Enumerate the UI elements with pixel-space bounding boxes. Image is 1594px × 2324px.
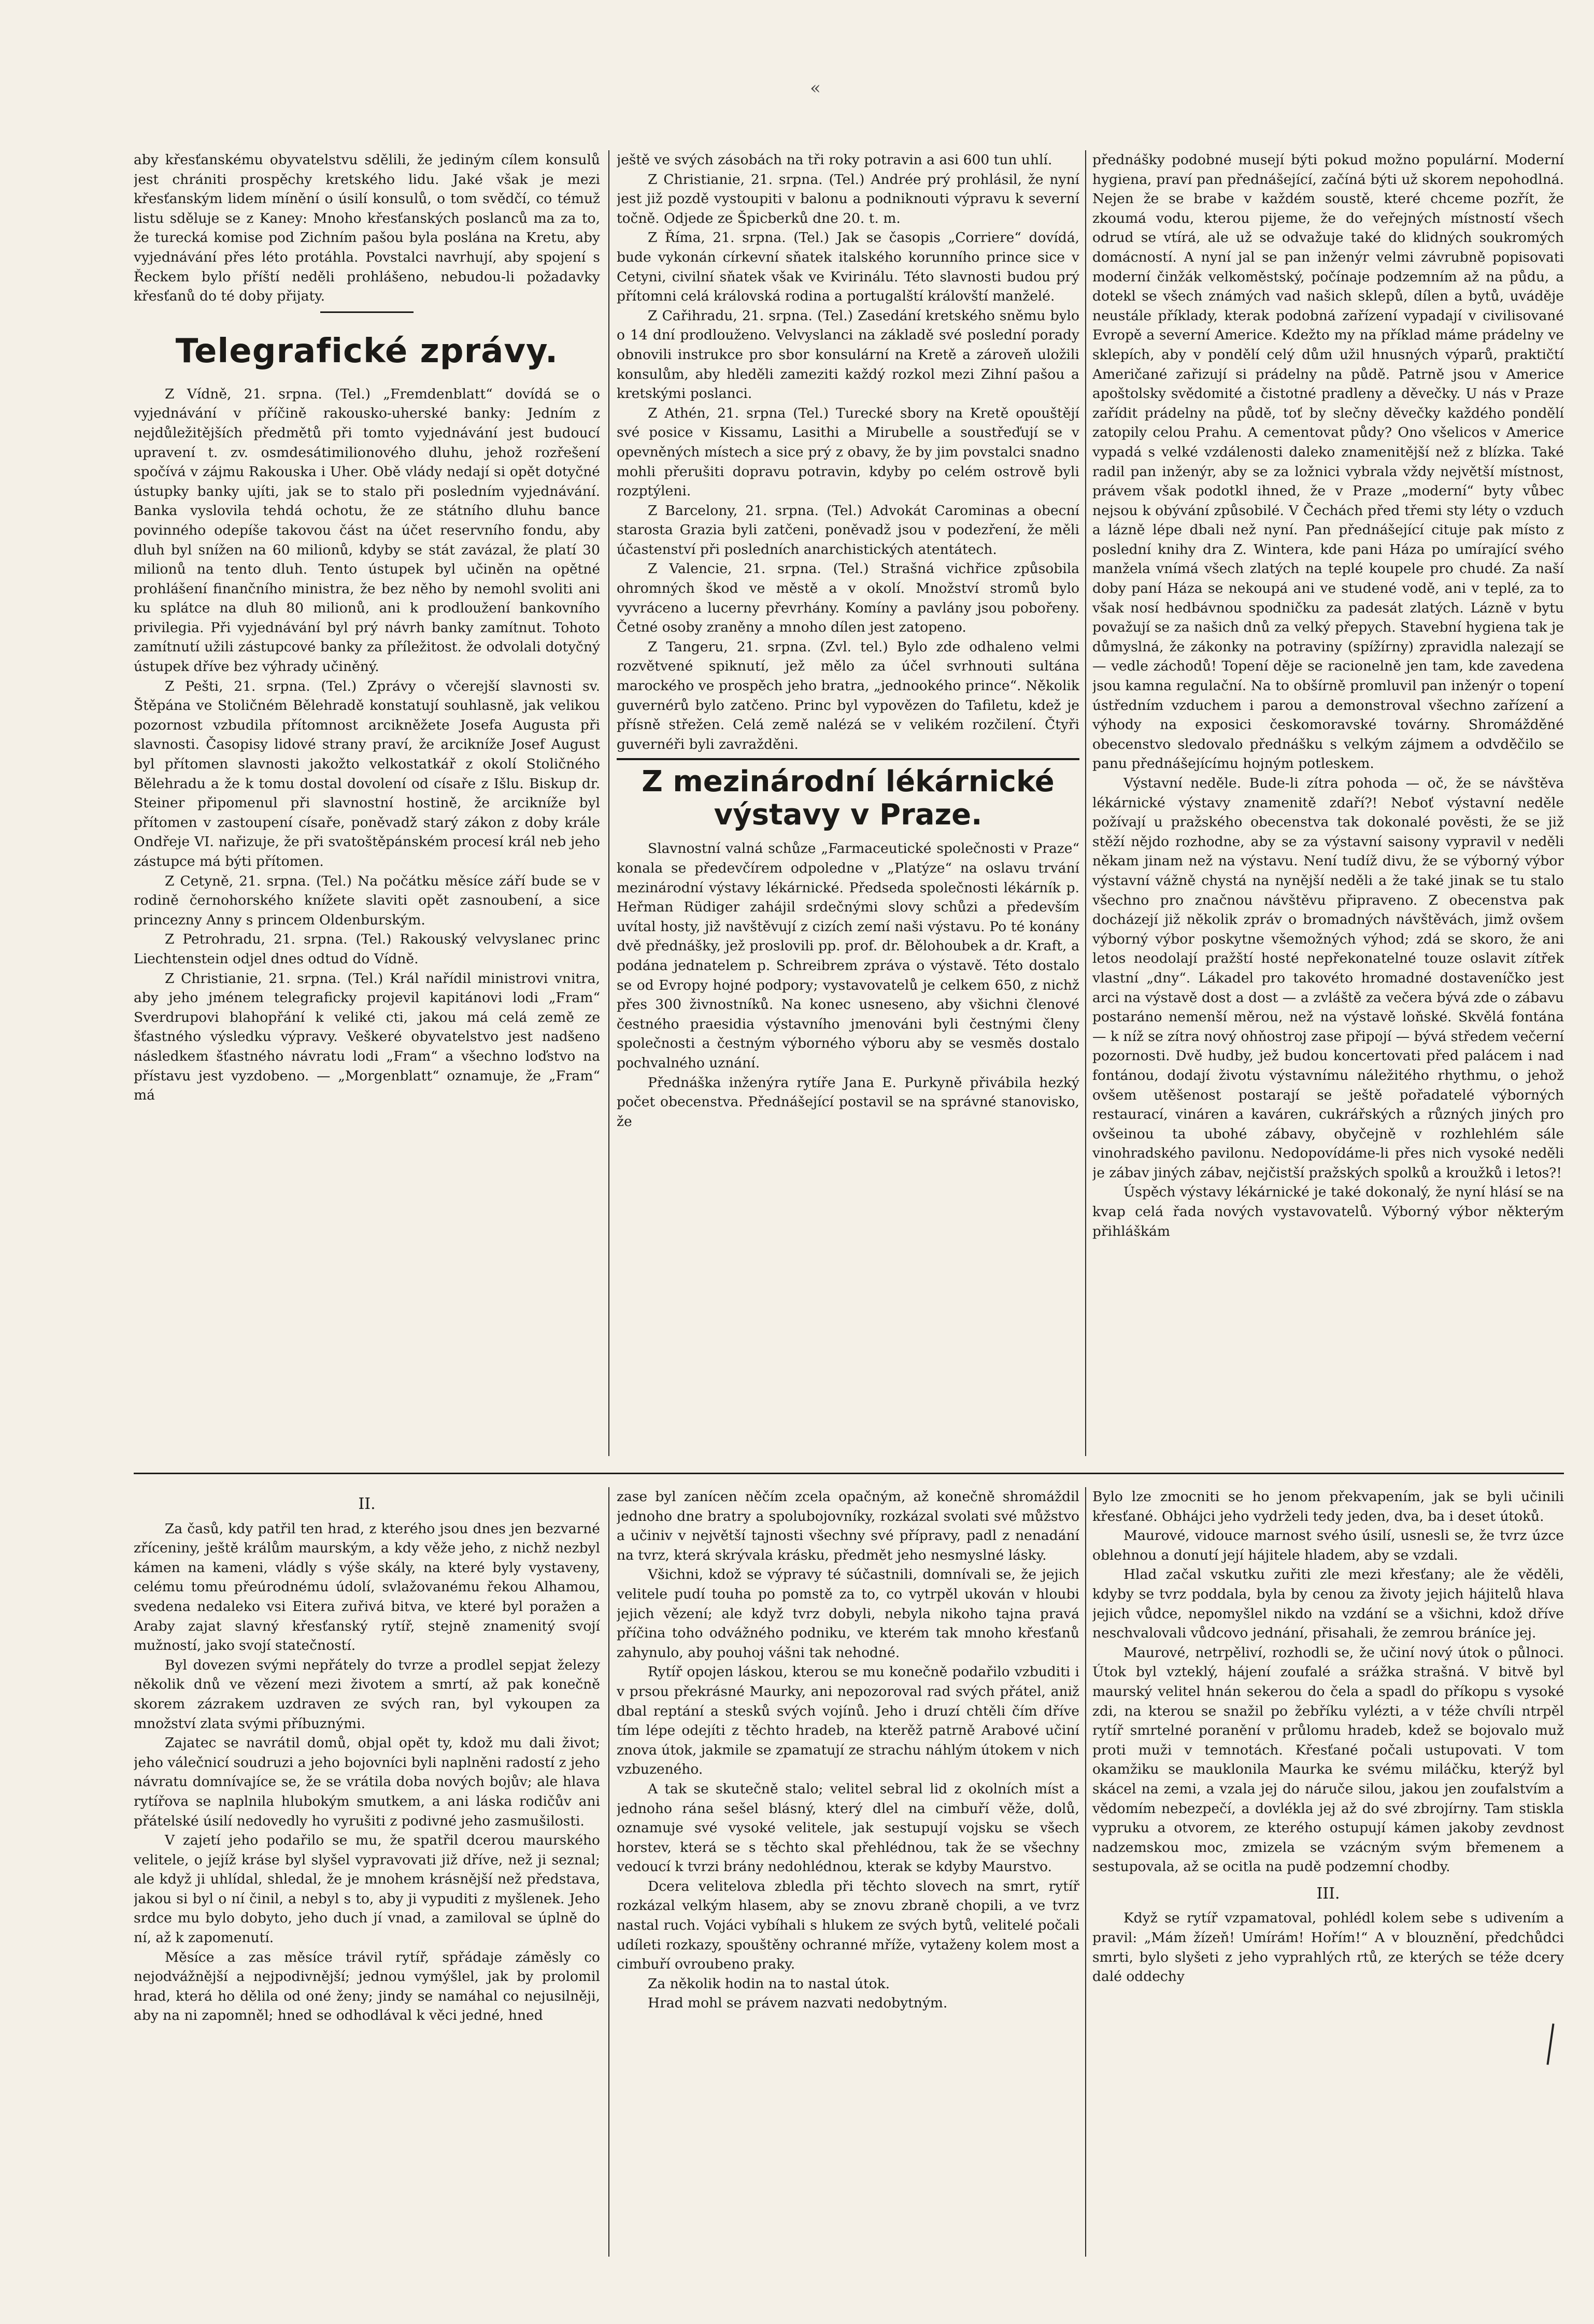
- divider: [617, 758, 1079, 760]
- story-paragraph: Maurové, vidouce marnost svého úsilí, usnesli se, že tvrz úzce oblehnou a donutí její hájitele hladem, aby se vzdali.: [1092, 1528, 1564, 1563]
- telegram-christiania: Z Christianie, 21. srpna. (Tel.) Král nařídil ministrovi vnitra, aby jeho jménem telegraficky projevil kapitánovi lodi „Fram“ Sverdrupovi blahopřání k veliké cti, jakou má celá země ze šťastného výsledku výpravy. Veškeré obyvatelstvo jest nadšeno následkem šťastného návratu lodi „Fram“ a všechno loďstvo na přístavu jest vyzdobeno. — „Morgenblatt“ oznamuje, že „Fram“ má: [134, 970, 600, 1104]
- story-paragraph: Když se rytíř vzpamatoval, pohlédl kolem sebe s udivením a pravil: „Mám žízeň! Umírám! Hořím!“ A v blouznění, předchůdci smrti, bylo slyšeti z jeho vyprahlých rtů, ze kterých se téže dcery dalé oddechy: [1092, 1910, 1564, 1985]
- column-rule: [1085, 150, 1086, 1456]
- exhibition-meeting: Slavnostní valná schůze „Farmaceutické společnosti v Praze“ konala se předevčírem odpoledne v „Platýze“ na oslavu trvání mezinárodní výstavy lékárnické. Předseda společnosti lékárník p. Heřman Rüdiger zahájil srdečnými slovy schůzi a především uvítal hosty, již navštěvují z cizích zemí naši výstavu. Po té konány dvě přednášky, jež proslovili pp. prof. dr. Bělohoubek a dr. Kraft, a podána jednatelem p. Schreibrem zpráva o výstavě. Této dostalo se od Evropy hojné podpory; vystavovatelů je celkem 650, z nichž přes 300 živnostníků. Na konec usneseno, aby všichni členové čestného praesidia výstavního jmenováni byli čestnými členy společnosti a čestným výborného výboru aby se vesměs dostalo pochvalného uznání.: [617, 840, 1079, 1071]
- exhibition-sunday: Výstavní neděle. Bude-li zítra pohoda — oč, že se návštěva lékárnické výstavy znamenitě zdaří?! Neboť výstavní neděle požívají u pražského obecenstva tak dokonalé pověsti, že se již stěží nějdo rozhodne, aby se za výstavní saisony vypravil v neděli někam jinam než na výstavu. Není tudíž divu, že se výborný výbor výstavní vážně chystá na nynější neděli a že také jinak se tu stalo všechno pro značnou návštěvu připraveno. Z obecenstva pak docházejí již několik zpráv o bromadných návštěvách, jimž ovšem výborný výbor poskytne všemožných výhod; zdá se skoro, že ani letos neodolají pražští hosté nepřekonatelné touze oslavit zítřek vlastní „dny“. Lákadel pro takovéto hromadné dostaveníčko jest arci na výstavě dost a dost — a zvláště za večera bývá zde o zábavu postaráno nemenší měrou, než na výstavě loňské. Skvělá fontána — k níž se zítra nový ohňostroj zase připojí — bývá středem večerní pozornosti. Dvě hudby, jež budou koncertovati před palácem i nad fontánou, dodají životu výstavnímu náležitého rhythmu, o jehož ovšem utěšenost postarají se ještě pořadatelé výborných restaurací, vináren a kaváren, cukrářských a různých jiných pro ovšeinou ta ubohé zábavy, obyčejně v rozhlehlém sále vinohradského pavilonu. Nedopovídáme-li přes nich vysoké neděli je zábav jiných zábav, nejčistší pražských spolků a kroužků i letos?!: [1092, 775, 1564, 1181]
- exhibition-lecture: Přednáška inženýra rytíře Jana E. Purkyně přivábila hezký počet obecenstva. Přednášející postavil se na správné stanovisko, že: [617, 1074, 1079, 1130]
- story-paragraph: Maurové, netrpěliví, rozhodli se, že učiní nový útok o půlnoci. Útok byl vzteklý, hájení zoufalé a srážka strašná. V bitvě byl maurský velitel hnán sekerou do čela a spadl do příkopu s vysoké zdi, na kterou se snažil po žebříku vylézti, a v téže chvíli ntrpěl rytíř smrtelné poranění v průlomu hradeb, kdež se bojovalo muž proti muži v temnotách. Křesťané počali ustupovati. V tom okamžiku se mauklonila Maurka ke svému miláčku, kterýž byl skácel na zemi, a vzala jej do náruče silou, jakou jen zoufalstvím a vědomím nebezpečí, a dovlékla jej až do své zbrojírny. Tam stiskla vypruku a otvorem, ze kterého ostupují kámen jakoby zevdnost nadzemskou moc, zmizela se vzácným svým břemenem a sestupovala, až se ocitla na pudě podzemní chodby.: [1092, 1644, 1564, 1875]
- column-5: [617, 1487, 1079, 2257]
- story-paragraph: Měsíce a zas měsíce trávil rytíř, spřádaje záměsly co nejodvážnější a nejpodivnější; jednou vymýšlel, jak by prolomil hrad, která ho dělila od oné ženy; jindy se namáhal co nejusilněji, aby na ni zapomněl; hned se odhodlával k věci jedné, hned: [134, 1949, 600, 2024]
- story-paragraph: A tak se skutečně stalo; velitel sebral lid z okolních míst a jednoho rána sešel blásný, který dlel na cimbuří věže, dolů, oznamuje své vysoké velitele, jak sestupují vojsku se všech horstev, která se s těchto skal přehlédnou, tak že se všechny vedoucí k tvrzi brány nedohlédnou, kterak se kdyby Maurstvo.: [617, 1780, 1079, 1875]
- story-paragraph: V zajetí jeho podařilo se mu, že spatřil dcerou maurského velitele, o jejíž kráse byl slyšel vypravovati již dříve, než ji seznal; ale když ji uhlídal, shledal, že je mnohem krásnější než představa, jakou si byl o ní činil, a nebyl s to, aby ji vypuditi z myšlenek. Jeho srdce mu bylo dobyto, jeho duch jí vnad, a zamiloval se úplně do ní, až k zapomenutí.: [134, 1832, 600, 1946]
- section-heading-telegrams: Telegrafické zprávy.: [175, 332, 559, 370]
- column-2: [617, 150, 1079, 1456]
- telegram-rome: Z Říma, 21. srpna. (Tel.) Jak se časopis „Corriere“ dovídá, bude vykonán církevní sňatek italského korunního prince sice v Cetyni, civilní sňatek však ve Kvirinálu. Této slavnosti budou prý přítomni celá královská rodina a portugalští královští manželé.: [617, 230, 1079, 305]
- story-paragraph: Všichni, kdož se výpravy té súčastnili, domnívali se, že jejich velitele pudí touha po pomstě za to, co vytrpěl ukován v hloubi jejich vězení; ale když tvrz dobyli, nebyla nikoho tajna pravá příčina toho odvážného podniku, ve kterém tak mnoho křesťanů zahynulo, aby pouhoj vášni tak nehodné.: [617, 1566, 1079, 1661]
- column-rule: [1085, 1487, 1086, 2257]
- feuilleton-rule: [134, 1473, 1564, 1474]
- story-paragraph: Zajatec se navrátil domů, objal opět ty, kdož mu dali život; jeho válečnicí soudruzi a jeho bojovníci byli naplněni radostí z jeho návratu domnívajíce se, že se vrátila doba nových bojův; ale hlava rytířova se naplnila hlubokým smutkem, a ani láska rodičův ani přátelské úsilí nedovedly ho vyrušiti z podivné jeho zasmušilosti.: [134, 1735, 600, 1829]
- story-paragraph: Bylo lze zmocniti se ho jenom překvapením, jak se byli učinili křesťané. Obhájci jeho vydrželi tedy jeden, dva, ba i deset útoků.: [1092, 1489, 1564, 1524]
- column-1: [134, 150, 600, 1460]
- story-paragraph: zase byl zanícen něčím zcela opačným, až konečně shromáždil jednoho dne bratry a spolubojovníky, rozkázal svolati své můžstvo a učiniv v největší tajnosti všechny své přípravy, padl z nenadání na tvrz, která skrývala krásku, předmět jeho nesmyslné lásky.: [617, 1489, 1079, 1563]
- telegram-barcelona: Z Barcelony, 21. srpna. (Tel.) Advokát Carominas a obecní starosta Grazia byli zatčeni, poněvadž jsou v podezření, že měli účastenství při posledních anarchistických atentátech.: [617, 502, 1079, 558]
- telegram-valencia: Z Valencie, 21. srpna. (Tel.) Strašná vichřice způsobila ohromných škod ve městě a v okolí. Množství stromů bylo vyvráceno a lucerny převrhány. Komíny a pavlány jsou pobořeny. Četné osoby zraněny a mnoho dílen jest zatopeno.: [617, 561, 1079, 636]
- column-4: [134, 1487, 600, 2257]
- exhibition-success: Úspěch výstavy lékárnické je také dokonalý, že nyní hlásí se na kvap celá řada nových vystavovatelů. Výborný výbor některým přihláškám: [1092, 1184, 1564, 1239]
- story-paragraph: Za několik hodin na to nastal útok.: [648, 1975, 890, 1992]
- story-paragraph: Hlad začal vskutku zuřiti zle mezi křesťany; ale že věděli, kdyby se tvrz poddala, byla by cenou za životy jejich hájitelů hlava jejich vůdce, nepomyšlel nikdo na vzdání se a všichni, kdož dříve neschvalovali vůdcovo jednání, přisahali, že zemrou bráníce jej.: [1092, 1566, 1564, 1642]
- telegram-tangier: Z Tangeru, 21. srpna. (Zvl. tel.) Bylo zde odhaleno velmi rozvětvené spiknutí, jež mělo za účel svrhnouti sultána marockého ve prospěch jeho bratra, „jednookého prince“. Několik guvernérů bylo zatčeno. Princ byl vypovězen do Tafiletu, kdež je přísně střežen. Celá země nalézá se v velikém rozčilení. Čtyři guvernéři byli zavražděni.: [617, 638, 1079, 752]
- telegram-vienna: Z Vídně, 21. srpna. (Tel.) „Fremdenblatt“ dovídá se o vyjednávání v příčině rakousko-uherské banky: Jedním z nejdůležitějších předmětů při tomto vyjednávání jest budoucí upravení t. zv. osmdesátimilionového dluhu, jehož rozřešení spočívá v zájmu Rakouska i Uher. Obě vlády nedají si opět dotyčné ústupky banky ujíti, jak se to stalo při posledním vyjednávání. Banka vyslovila tehdá ochotu, že ze státního dluhu bance povinného odepíše takovou část na účet reservního fondu, aby dluh byl snížen na 60 milionů, kdyby se stát zavázal, že platí 30 milionů na tento dluh. Tento ústupek byl učiněn na opětné prohlášení finančního ministra, že bez něho by nemohl svoliti ani ku splátce na dluh 80 milionů, ani k prodloužení bankovního privilegia. Při vyjednávání byl prý návrh banky zamítnut. Tohoto zamítnutí užili zástupcové banky za příležitost. že odvolali dotyčný ústupek dříve bez výhrady učiněný.: [134, 386, 600, 675]
- telegram-athens: Z Athén, 21. srpna (Tel.) Turecké sbory na Kretě opouštějí své posice v Kissamu, Lasithi a Mirubelle a soustřeďují se v opevněných místech a sice prý z obavy, že by jim povstalci snadno mohli přerušiti dopravu potravin, kdyby po celém ostrově byli rozptýleni.: [617, 405, 1079, 500]
- telegram-pest: Z Pešti, 21. srpna. (Tel.) Zprávy o včerejší slavnosti sv. Štěpána ve Stoličném Bělehradě konstatují souhlasně, jak velikou pozornost vzbudila přítomnost arcikněžete Josefa Augusta při slavnosti. Časopisy lidové strany praví, že arcikníže Josef August byl přítomen slavnosti jakožto velkostatkář z okolí Stoličného Bělehradu a že k tomu dostal dovolení od císaře z Išlu. Biskup dr. Steiner připomenul při slavnostní hostině, že arcikníže byl přítomen v zastoupení císaře, poněvadž starý zákon z doby krále Ondřeje VI. nařizuje, že při svatoštěpánském procesí král neb jeho zástupce má býti přítomen.: [134, 678, 600, 869]
- chapter-number: III.: [1316, 1884, 1340, 1903]
- column-3: [1092, 150, 1564, 1464]
- column-6: [1092, 1487, 1564, 2262]
- story-paragraph: Za časů, kdy patřil ten hrad, z kterého jsou dnes jen bezvarné zříceniny, ještě králům maurským, a kdy věže jeho, z nichž nezbyl kámen na kameni, vládly s výše skály, na které byly vystaveny, celému tomu přeúrodnému údolí, svlažovanému řekou Alhamou, svedena nedaleko vsi Eitera zuřivá bitva, ve které byl poražen a Araby zajat slavný křesťanský rytíř, stejně znamenitý svojí mužností, jako svojí statečností.: [134, 1520, 600, 1654]
- story-paragraph: Rytíř opojen láskou, kterou se mu konečně podařilo vzbuditi i v prsou překrásné Maurky, ani nepozoroval rad svých přátel, aniž dbal reptání a stesků svých vojínů. Jeho i druzí chtěli čím dříve tím lépe odejíti z těchto hradeb, na kterěž patrně Arabové učiní znova útok, jakmile se zpamatují ze strachu náhlým útokem v nich vzbuzeného.: [617, 1664, 1079, 1778]
- column-rule: [608, 150, 609, 1456]
- kreta-paragraph: aby křesťanskému obyvatelstvu sdělili, že jediným cílem konsulů jest chrániti prospěchy kretského lidu. Jaké však je mezi křesťanským lidem mínění o úsilí konsulů, o tom svědčí, co témuž listu sděluje se z Kaney: Mnoho křesťanských poslanců ma za to, že turecká komise pod Zichním pašou byla poslána na Kretu, aby vyjednávání přes léto protáhla. Povstalci navrhují, aby spojení s Řeckem bylo příští neděli prohlášeno, nebudou-li požadavky křesťanů do té doby přijaty.: [134, 152, 600, 305]
- story-paragraph: Dcera velitelova zbledla při těchto slovech na smrt, rytíř rozkázal velkým hlasem, aby se znovu zbraně chopili, a ve tvrz nastal ruch. Vojáci vybíhali s hlukem ze svých bytů, velitelé počali udíleti rozkazy, spouštěny ochranné mříže, vytaženy kolem most a cimbuří ovroubeno praky.: [617, 1878, 1079, 1973]
- telegram-petersburg: Z Petrohradu, 21. srpna. (Tel.) Rakouský velvyslanec princ Liechtenstein odjel dnes odtud do Vídně.: [134, 931, 600, 967]
- chapter-number: II.: [358, 1495, 376, 1513]
- top-mark: «: [810, 78, 821, 98]
- section-heading-exhibition: Z mezinárodní lékárnické výstavy v Praze.: [642, 765, 1055, 832]
- story-paragraph: Byl dovezen svými nepřátely do tvrze a prodlel sepjat železy několik dnů ve vězení mezi životem a smrtí, až pak konečně skorem zázrakem uzdraven ze svých ran, byl vykoupen za množství zlata svými příbuznými.: [134, 1657, 600, 1732]
- telegram-constantinople: Z Cařihradu, 21. srpna. (Tel.) Zasedání kretského sněmu bylo o 14 dní prodlouženo. Velvyslanci na základě své poslední porady obnovili instrukce pro sbor konsulární na Kretě a zároveň uložili konsulům, aby hleděli zameziti každý rozkol mezi Zihní pašou a kretskými poslanci.: [617, 307, 1079, 402]
- telegram-cetinje: Z Cetyně, 21. srpna. (Tel.) Na počátku měsíce září bude se v rodině černohorského knížete slaviti opět zasnoubení, a sice princezny Anny s princem Oldenburským.: [134, 873, 600, 928]
- telegram-christiania-2: Z Christianie, 21. srpna. (Tel.) Andrée prý prohlásil, že nyní jest již pozdě vystoupiti v balonu a podniknouti výpravu k severní točně. Odjede ze Špicberků dne 20. t. m.: [617, 171, 1079, 226]
- telegram-continuation: ještě ve svých zásobách na tři roky potravin a asi 600 tun uhlí.: [617, 152, 1052, 168]
- story-paragraph: Hrad mohl se právem nazvati nedobytným.: [648, 1995, 948, 2012]
- column-rule: [608, 1487, 609, 2257]
- lecture-continuation: přednášky podobné musejí býti pokud možno populární. Moderní hygiena, praví pan přednášející, začíná býti už skorem nepohodlná. Nejen že se brabe v každém soustě, které chceme pozřít, že zkoumá vodu, kterou pijeme, že do veřejných místností všech odrud se vtírá, ale už se odvažuje také do klidných soukromých domácností. A nyní jal se pan inženýr velmi závrubně popisovati moderní činžák velkoměstský, počínaje podzemním až na půdu, a dotekl se všech známých vad našich sklepů, dílen a bytů, uváděje neustále příklady, kterak podobná zařízení vypadají v civilisované Evropě a severní Americe. Kdežto my na příklad máme prádelny ve sklepích, aby v pondělí celý dům užil hnusných výparů, praktičtí Američané zařizují si prádelny na půdě. Patrně jsou v Americe apoštolsky svědomité a čistotné pradleny a děvečky. U nás v Praze zařídit prádelny na půdě, toť by slečny děvečky každého pondělí zatopily celou Prahu. A cementovat půdy? Ono všelicos v Americe vypadá s velké vzdálenosti daleko znamenitější než z blízka. Také radil pan inženýr, aby se za ložnici vybrala vždy největší místnost, právem však podotkl ihned, že v Praze „moderní“ byty vůbec nejsou k obývání způsobilé. V Čechách před třemi sty léty o vzduch a lázně lépe dbali než nyní. Pan přednášející cituje pak místo z poslední knihy dra Z. Wintera, kde pani Háza po umírající svého manžela vnímá všech zlatých na teplé koupele pro chudé. Za naší doby paní Háza se nekoupá ani ve studené vodě, ani v teplé, za to však nosí hedbávnou spodničku za padesát zlatých. Lázně v bytu považují se za našich dnů za velký přepych. Stavební hygiena tak je důmyslná, že zákonky na potraviny (spížírny) zpravidla nalezají se — vedle záchodů! Topení děje se racionelně jen tam, kde zavedena jsou kamna regulační. Na to obšírně promluvil pan inženýr o topení ústředním vzduchem i parou a demonstroval všechno zařízení a výhody na exposici českomoravské továrny. Shromážděné obecenstvo sledovalo přednášku s velkým zájmem a odvděčilo se panu přednášejícímu hojným potleskem.: [1092, 152, 1564, 772]
- divider: [320, 311, 414, 313]
